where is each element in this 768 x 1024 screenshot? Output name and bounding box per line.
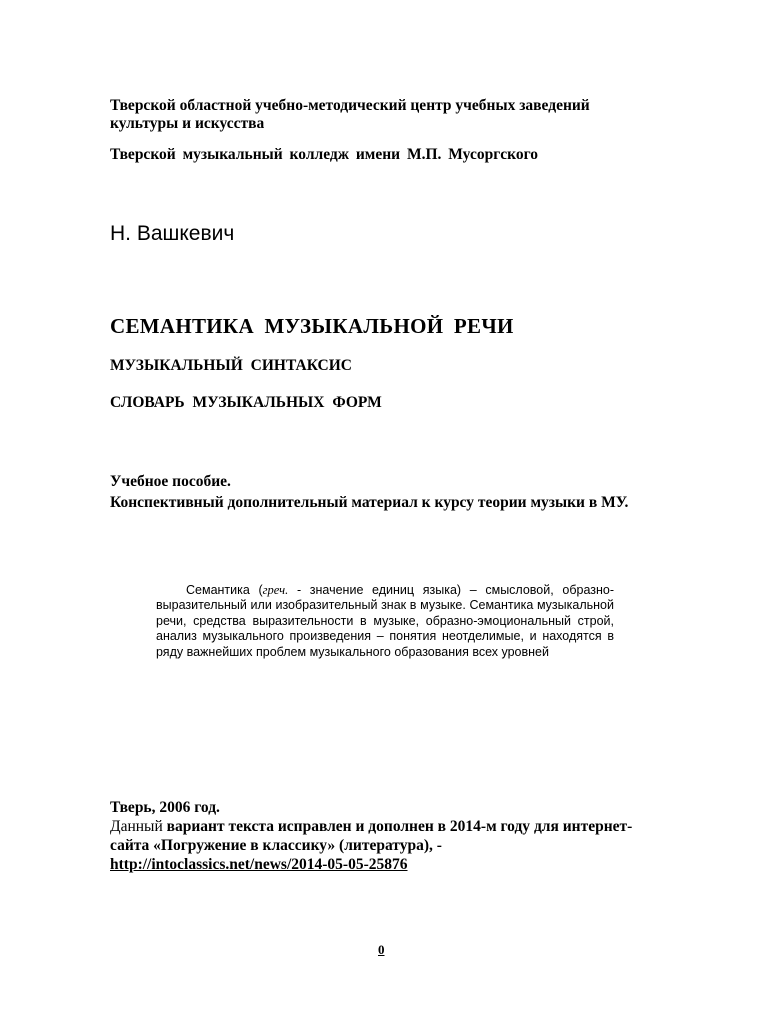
revision-note-suffix: для интернет-сайта «Погружение в классику» (литература), - <box>110 818 633 854</box>
subtitle-syntax: МУЗЫКАЛЬНЫЙ СИНТАКСИС <box>110 357 353 374</box>
institution-heading: Тверской областной учебно-методический центр учебных заведений культуры и искусства <box>110 97 590 132</box>
place-year: Тверь, 2006 год. <box>110 799 220 816</box>
abstract-term: Семантика ( <box>186 583 263 597</box>
page-number: 0 <box>378 942 385 957</box>
description-type: Учебное пособие. <box>110 473 231 490</box>
abstract-text: - значение единиц языка) – смысловой, образно-выразительный или изобразительный знак в музыке. Семантика музыкальной речи, средства выразительности в музыке, образно-эмоциональный строй, анализ музыкального произведения – понятия неотделимые, и находятся в ряду важнейших проблем музыкального образования всех уровней <box>156 583 615 659</box>
abstract-term-language: греч. <box>262 583 289 597</box>
abstract-paragraph <box>156 583 614 660</box>
college-heading: Тверской музыкальный колледж имени М.П. Мусоргского <box>110 146 539 163</box>
subtitle-forms-dictionary: СЛОВАРЬ МУЗЫКАЛЬНЫХ ФОРМ <box>110 394 382 411</box>
footer-block <box>110 798 670 874</box>
description-detail: Конспективный дополнительный материал к курсу теории музыки в МУ. <box>110 494 629 511</box>
revision-note-bold: вариант текста исправлен и дополнен в 2014-м году <box>166 818 531 835</box>
description-block <box>110 472 650 514</box>
revision-note-prefix: Данный <box>110 818 163 835</box>
author-name: Н. Вашкевич <box>110 222 235 245</box>
document-title: СЕМАНТИКА МУЗЫКАЛЬНОЙ РЕЧИ <box>110 314 514 338</box>
revision-note <box>110 817 670 855</box>
source-link[interactable]: http://intoclassics.net/news/2014-05-05-25876 <box>110 856 408 873</box>
